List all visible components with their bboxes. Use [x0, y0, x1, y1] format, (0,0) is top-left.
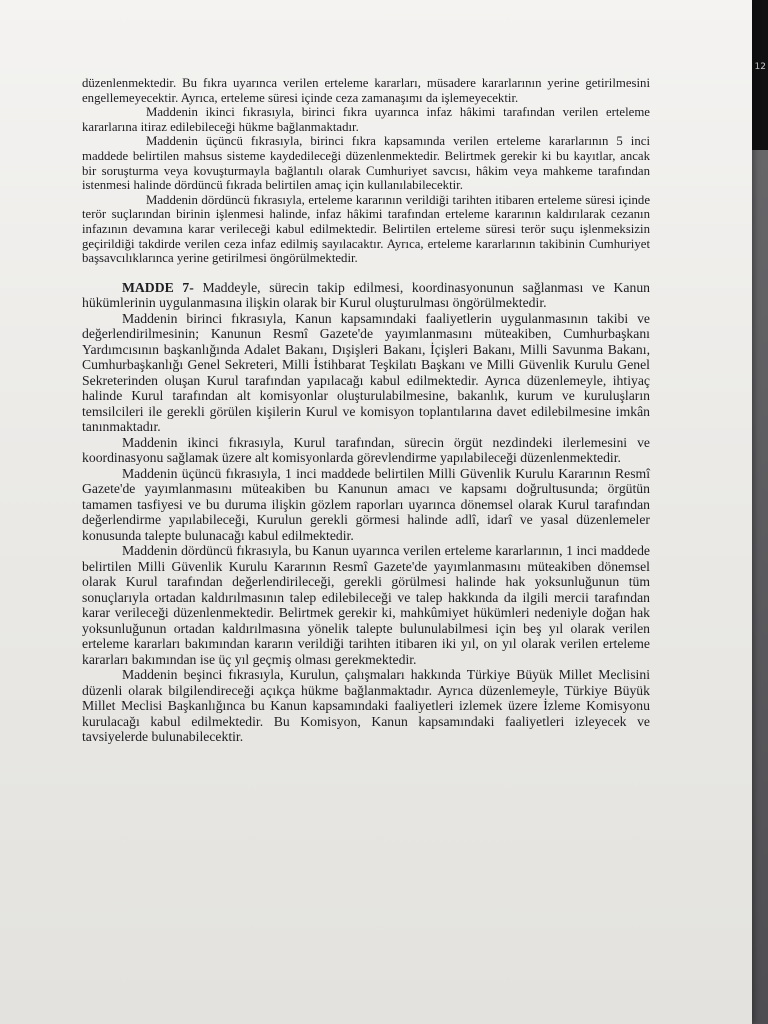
paragraph-madde7-third-clause: Maddenin üçüncü fıkrasıyla, 1 inci maddede belirtilen Milli Güvenlik Kurulu Kararının Resmî Gazete'de yayımlanmasını müteakiben bu Kanunun amacı ve kapsamı doğrultusunda; örgütün tamamen tasfiyesi ve bu duruma ilişkin gözlem raporları uyarınca dönemsel olarak Kurul tarafından değerlendirme yapılabileceği, Kurulun gerekli görmesi halinde adlî, idarî ve yasal düzenlemeler konusunda talepte bulunacağı kabul edilmektedir.: [82, 465, 650, 543]
paragraph-madde6-third-clause: Maddenin üçüncü fıkrasıyla, birinci fıkra kapsamında verilen erteleme kararlarının 5 inci maddede belirtilen mahsus sisteme kaydedileceği düzenlenmektedir. Belirtmek gerekir ki bu kayıtlar, ancak bir soruşturma veya kovuşturmayla bağlantılı olarak Cumhuriyet savcısı, hâkim veya mahkeme tarafından istenmesi halinde dördüncü fıkrada belirtilen amaç için kullanılabilecektir.: [82, 134, 650, 193]
madde7-heading: MADDE 7-: [122, 279, 194, 295]
paragraph-madde7-fifth-clause: Maddenin beşinci fıkrasıyla, Kurulun, çalışmaları hakkında Türkiye Büyük Millet Meclisini düzenli olarak bilgilendireceği açıkça hükme bağlanmaktadır. Ayrıca düzenlemeyle, Türkiye Büyük Millet Meclisi Başkanlığınca bu Kanun kapsamındaki faaliyetleri izlemek üzere İzleme Komisyonu kurulacağı kabul edilmektedir. Bu Komisyon, Kanun kapsamındaki faaliyetleri izleyecek ve tavsiyelerde bulunabilecektir.: [82, 667, 650, 745]
madde7-intro-text: Maddeyle, sürecin takip edilmesi, koordinasyonunun sağlanması ve Kanun hükümlerinin uygulanmasına ilişkin olarak bir Kurul oluşturulması öngörülmektedir.: [82, 279, 651, 311]
paragraph-madde6-continuation: düzenlenmektedir. Bu fıkra uyarınca verilen erteleme kararları, müsadere kararlarının yerine getirilmesini engellemeyecektir. Ayrıca, erteleme süresi içinde ceza zamanaşımı da işlemeyecektir.: [82, 76, 650, 105]
paragraph-madde7-first-clause: Maddenin birinci fıkrasıyla, Kanun kapsamındaki faaliyetlerin uygulanmasının takibi ve değerlendirilmesinin; Kanunun Resmî Gazete'de yayımlanmasını müteakiben, Cumhurbaşkanı Yardımcısının başkanlığında Adalet Bakanı, Dışişleri Bakanı, İçişleri Bakanı, Milli Savunma Bakanı, Cumhurbaşkanlığı Genel Sekreteri, Milli İstihbarat Teşkilatı Başkanı ve Milli Güvenlik Kurulu Genel Sekreterinden oluşan Kurul tarafından yapılacağı kabul edilmektedir. Ayrıca düzenlemeyle, ihtiyaç halinde Kurul tarafından alt komisyonlar oluşturulabilmesine, bakanlık, kurum ve kuruluşların temsilcileri ile gerekli görülen kişilerin Kurul ve komisyon toplantılarına davet edilebilmesine imkân tanınmaktadır.: [82, 310, 650, 435]
section-gap: [82, 266, 650, 280]
document-body: [82, 76, 650, 745]
paragraph-madde6-fourth-clause: Maddenin dördüncü fıkrasıyla, erteleme kararının verildiği tarihten itibaren erteleme süresi içinde terör suçlarından birinin işlenmesi halinde, infaz hâkimi tarafından erteleme kararının kaldırılarak cezanın infazının devamına karar verileceği kabul edilmektedir. Belirtilen erteleme süresi terör suçu işlenmeksizin geçirildiği takdirde verilen ceza infaz edilmiş sayılacaktır. Ayrıca, erteleme kararlarının takibinin Cumhuriyet başsavcılıklarınca yerine getirilmesi öngörülmektedir.: [82, 192, 650, 266]
paragraph-madde7-second-clause: Maddenin ikinci fıkrasıyla, Kurul tarafından, sürecin örgüt nezdindeki ilerlemesini ve koordinasyonu sağlamak üzere alt komisyonlarda görevlendirme yapılabileceği düzenlenmektedir.: [82, 434, 650, 466]
corner-page-number: 12: [754, 62, 766, 72]
paragraph-madde6-second-clause: Maddenin ikinci fıkrasıyla, birinci fıkra uyarınca infaz hâkimi tarafından verilen erteleme kararlarına itiraz edilebileceği hükme bağlanmaktadır.: [82, 105, 650, 134]
paragraph-madde7-intro: [82, 280, 650, 311]
paragraph-madde7-fourth-clause: Maddenin dördüncü fıkrasıyla, bu Kanun uyarınca verilen erteleme kararlarının, 1 inci maddede belirtilen Milli Güvenlik Kurulu Kararının Resmî Gazete'de yayımlanmasını müteakiben dönemsel olarak Kurul tarafından değerlendirileceği, gerekli görülmesi halinde hak yoksunluğunun tüm sonuçlarıyla ortadan kaldırılmasının talep edilebileceği ve talep hakkında da ilgili mercii tarafından karar verileceği düzenlenmektedir. Belirtmek gerekir ki, mahkûmiyet hükümleri nedeniyle doğan hak yoksunluğunun ortadan kaldırılmasına yönelik talepte bulunulabilmesi için beş yıl olarak verilen erteleme kararları bakımından kararın verildiği tarihten itibaren iki yıl, on yıl olarak verilen erteleme kararları bakımından ise üç yıl geçmiş olması gerekmektedir.: [82, 543, 650, 667]
